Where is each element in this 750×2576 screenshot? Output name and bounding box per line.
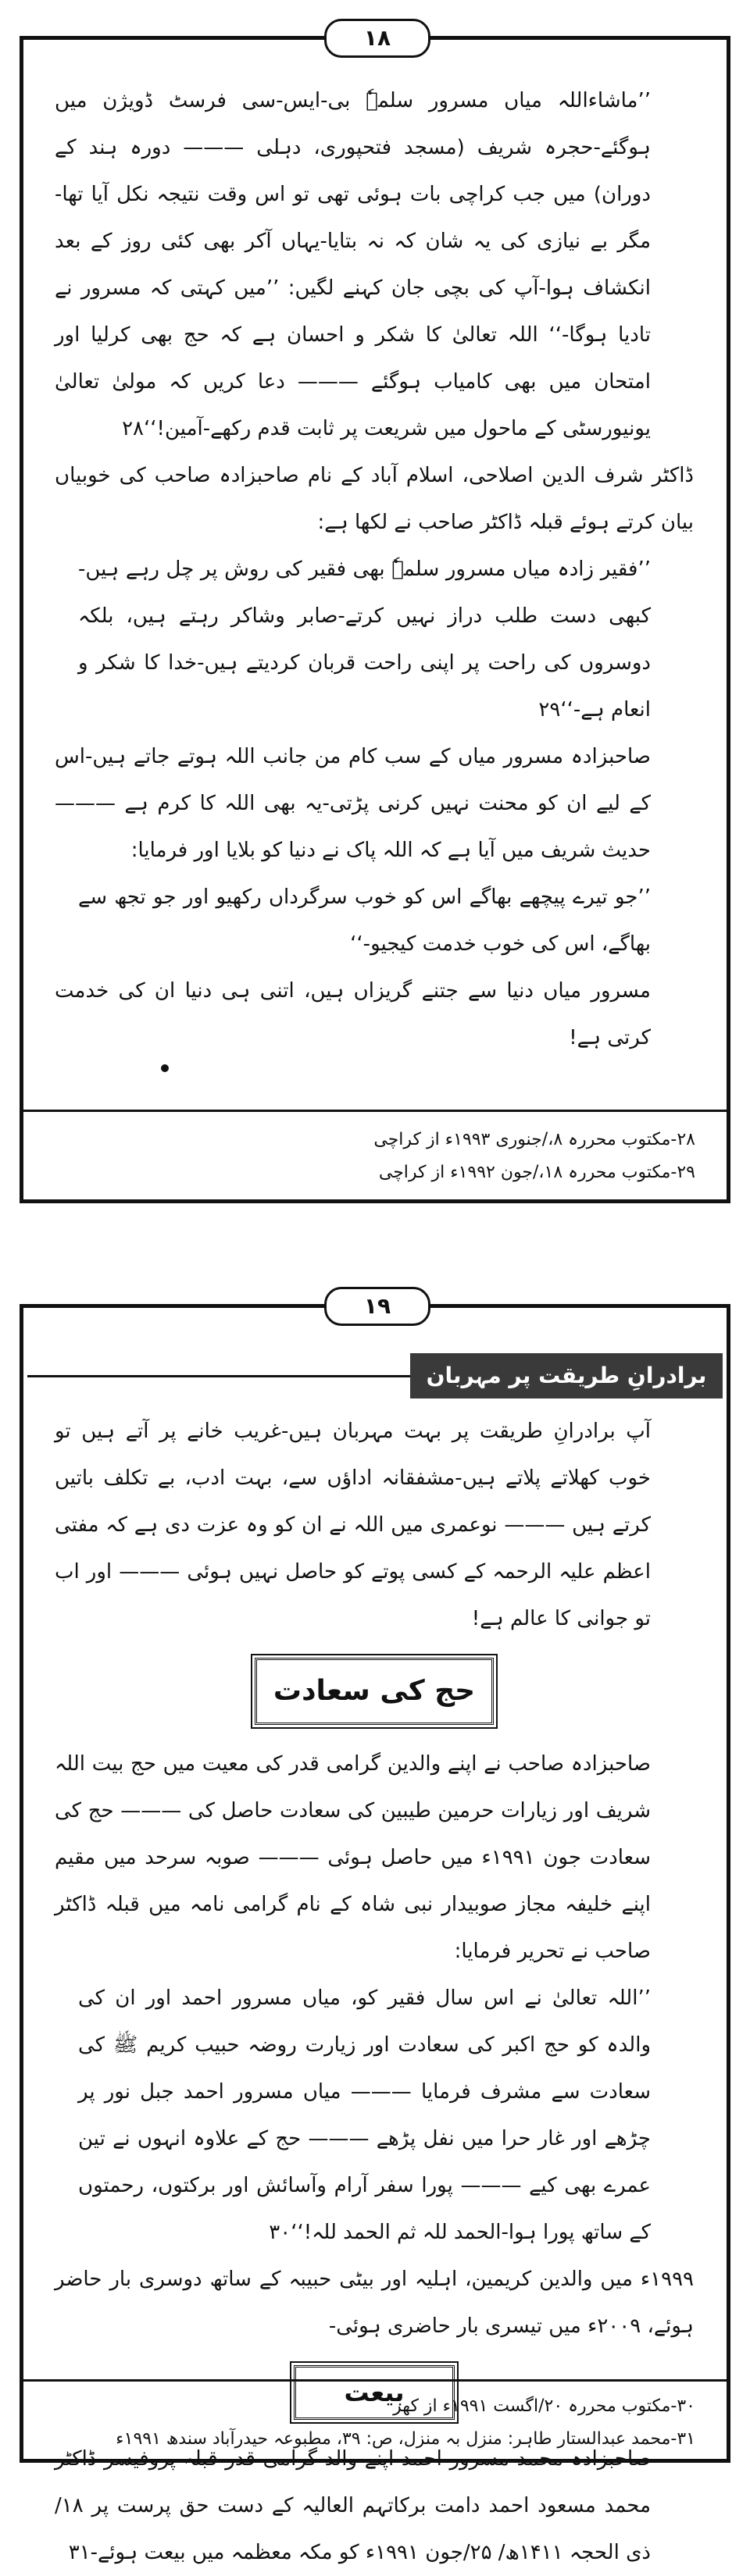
footnote-divider (23, 1110, 727, 1112)
page-number: ۱۹ (324, 1287, 430, 1326)
footnote: ۲۸-مکتوب محررہ ۸،/جنوری ۱۹۹۳ء از کراچی (373, 1130, 695, 1149)
footnotes (55, 2390, 695, 2456)
paragraph: صاحبزادہ صاحب نے اپنے والدین گرامی قدر کی معیت میں حج بیت اللہ شریف اور زیارات حرمین طیبین کی سعادت حاصل کی ——— حج کی سعادت جون ۱۹۹۱ء میں حاصل ہوئی ——— صوبہ سرحد میں مقیم اپنے خلیفہ مجاز صوبیدار نبی شاہ کے نام گرامی نامہ میں قبلہ ڈاکٹر صاحب نے تحریر فرمایا: (55, 1752, 651, 1963)
quote: ’’فقیر زادہ میاں مسرور سلمہٗ بھی فقیر کی روش پر چل رہے ہیں-کبھی دست طلب دراز نہیں کرتے-صابر وشاکر رہتے ہیں، بلکہ دوسروں کی راحت پر اپنی راحت قربان کردیتے ہیں-خدا کا شکر و انعام ہے-‘‘۲۹ (78, 558, 651, 721)
paragraph: ’’ماشاءاللہ میاں مسرور سلمہٗ بی-ایس-سی فرسٹ ڈویژن میں ہوگئے-حجرہ شریف (مسجد فتحپوری، دہلی ——— دورہ ہند کے دوران) میں جب کراچی بات ہوئی تھی تو اس وقت نتیجہ نکل آیا تھا-مگر بے نیازی کی یہ شان کہ نہ بتایا-یہاں آکر بھی کئی روز کے بعد انکشاف ہوا-آپ کی بچی جان کہنے لگیں: ’’میں کہتی کہ مسرور نے تادیا ہوگا-‘‘ اللہ تعالیٰ کا شکر و احسان ہے کہ حج بھی کرلیا اور امتحان میں بھی کامیاب ہوگئے ——— دعا کریں کہ مولیٰ تعالیٰ یونیورسٹی کے ماحول میں شریعت پر ثابت قدم رکھے-آمین!‘‘۲۸ (55, 89, 651, 440)
page-18 (20, 36, 730, 1203)
bayat-heading: بیعت (294, 2365, 455, 2420)
page-18-body (55, 77, 694, 1061)
footnotes (55, 1124, 695, 1189)
ink-dot (161, 1064, 169, 1072)
paragraph: صاحبزادہ مسرور میاں کے سب کام من جانب اللہ ہوتے جاتے ہیں-اس کے لیے ان کو محنت نہیں کرنی پڑتی-یہ بھی اللہ کا کرم ہے ——— حدیث شریف میں آیا ہے کہ اللہ پاک نے دنیا کو بلایا اور فرمایا: (55, 745, 651, 862)
paragraph: آپ برادرانِ طریقت پر بہت مہربان ہیں-غریب خانے پر آتے ہیں تو خوب کھلاتے پلاتے ہیں-مشفقانہ اداؤں سے، بہت ادب، بے تکلف باتیں کرتے ہیں ——— نوعمری میں اللہ نے ان کو وہ عزت دی ہے کہ مفتی اعظم علیہ الرحمہ کے کسی پوتے کو حاصل نہیں ہوئی ——— اور اب تو جوانی کا عالم ہے! (55, 1420, 651, 1630)
footnote-divider (23, 2379, 727, 2382)
quote: ’’جو تیرے پیچھے بھاگے اس کو خوب سرگرداں رکھیو اور جو تجھ سے بھاگے، اس کی خوب خدمت کیجیو-‘‘ (78, 885, 651, 956)
paragraph: ۱۹۹۹ء میں والدین کریمین، اہلیہ اور بیٹی حبیبہ کے ساتھ دوسری بار حاضر ہوئے، ۲۰۰۹ء میں تیسری بار حاضری ہوئی- (55, 2268, 694, 2338)
section-rule (27, 1375, 410, 1377)
page-19 (20, 1304, 730, 2564)
footnote: ۳۱-محمد عبدالستار طاہر: منزل بہ منزل، ص: ۳۹، مطبوعہ حیدرآباد سندھ ۱۹۹۱ء (116, 2429, 695, 2449)
paragraph: ڈاکٹر شرف الدین اصلاحی، اسلام آباد کے نام صاحبزادہ صاحب کی خوبیاں بیان کرتے ہوئے قبلہ ڈاکٹر صاحب نے لکھا ہے: (55, 464, 694, 534)
page-number: ۱۸ (324, 19, 430, 58)
paragraph: صاحبزادہ محمد مسرور احمد اپنے والد گرامی قدر قبلہ پروفیسر ڈاکٹر محمد مسعود احمد دامت برکاتہم العالیہ کے دست حق پرست پر ۱۸/ذی الحجہ ۱۴۱۱ھ/ ۲۵/جون ۱۹۹۱ء کو مکہ معظمہ میں بیعت ہوئے-۳۱ (55, 2447, 651, 2564)
hajj-heading: حج کی سعادت (255, 1658, 494, 1725)
footnote: ۲۹-مکتوب محررہ ۱۸،/جون ۱۹۹۲ء از کراچی (378, 1163, 695, 1182)
paragraph: مسرور میاں دنیا سے جتنے گریزاں ہیں، اتنی ہی دنیا ان کی خدمت کرتی ہے! (55, 979, 651, 1049)
footnote: ۳۰-مکتوب محررہ ۲۰/اگست ۱۹۹۱ء از کھر (393, 2396, 695, 2416)
quote: ’’اللہ تعالیٰ نے اس سال فقیر کو، میاں مسرور احمد اور ان کی والدہ کو حج اکبر کی سعادت اور زیارت روضہ حبیب کریم ﷺ کی سعادت سے مشرف فرمایا ——— میاں مسرور احمد جبل نور پر چڑھے اور غار حرا میں نفل پڑھے ——— حج کے علاوہ انہوں نے تین عمرے بھی کیے ——— پورا سفر آرام وآسائش اور برکتوں، رحمتوں کے ساتھ پورا ہوا-الحمد للہ ثم الحمد للہ!‘‘۳۰ (78, 1986, 651, 2244)
section-title: برادرانِ طریقت پر مہربان (410, 1353, 723, 1398)
